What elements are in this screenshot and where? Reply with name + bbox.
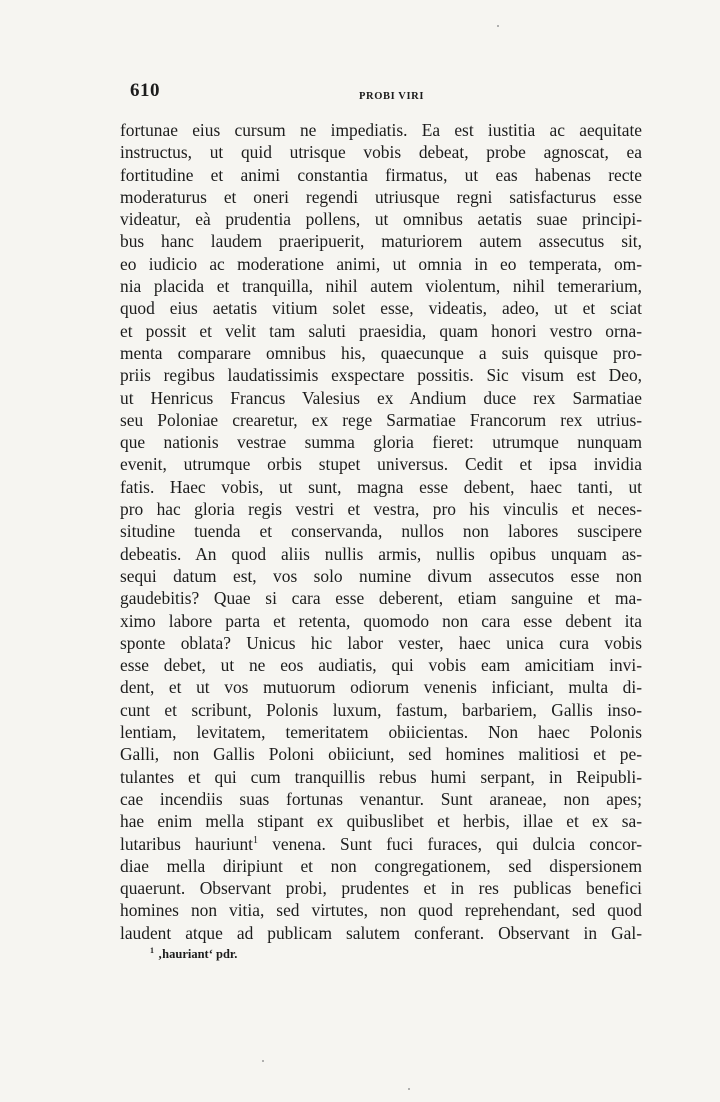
text-line: dent, et ut vos mutuorum odiorum venenis inficiant, multa di- [120,677,642,698]
paper-speck [262,1060,264,1062]
paper-speck [408,1088,410,1090]
footnote-marker: 1 [150,946,154,955]
text-line: priis regibus laudatissimis exspectare possitis. Sic visum est Deo, [120,365,642,386]
text-line: lentiam, levitatem, temeritatem obiicientas. Non haec Polonis [120,722,642,743]
text-line: diae mella diripiunt et non congregationem, sed dispersionem [120,855,642,876]
text-line: debeatis. An quod aliis nullis armis, nullis opibus unquam as- [120,543,642,564]
text-line: Galli, non Gallis Poloni obiiciunt, sed homines malitiosi et pe- [120,744,642,765]
text-line: ximo labore parta et retenta, quomodo non cara esse debent ita [120,610,642,631]
text-line: videatur, eà prudentia pollens, ut omnibus aetatis suae principi- [120,209,642,230]
body-text [120,119,642,944]
text-line: homines non vitia, sed virtutes, non quod reprehendant, sed quod [120,900,642,921]
text-line: pro hac gloria regis vestri et vestra, pro his vinculis et neces- [120,499,642,520]
text-line: quaerunt. Observant probi, prudentes et in res publicas benefici [120,878,642,899]
footnote-reference: 1 [253,834,259,846]
text-line: gaudebitis? Quae si cara esse deberent, etiam sanguine et ma- [120,588,642,609]
text-line: ut Henricus Francus Valesius ex Andium duce rex Sarmatiae [120,387,642,408]
text-line: sponte oblata? Unicus hic labor vester, haec unica cura vobis [120,632,642,653]
text-line: bus hanc laudem praeripuerit, maturiorem autem assecutus sit, [120,231,642,252]
text-line: esse debet, ut ne eos audiatis, qui vobis eam amicitiam invi- [120,655,642,676]
text-line: fatis. Haec vobis, ut sunt, magna esse debent, haec tanti, ut [120,476,642,497]
page-number: 610 [130,80,160,101]
text-line: cae incendiis suas fortunas venantur. Sunt araneae, non apes; [120,788,642,809]
text-line: sequi datum est, vos solo numine divum assecutos esse non [120,565,642,586]
text-line: tulantes et qui cum tranquillis rebus humi serpant, in Reipubli- [120,766,642,787]
text-line: fortunae eius cursum ne impediatis. Ea est iustitia ac aequitate [120,120,642,140]
footnote-text: ‚hauriant‘ pdr. [158,947,238,961]
text-segment: lutaribus hauriunt [120,833,254,854]
text-line: que nationis vestrae summa gloria fieret: utrumque nunquam [120,432,642,453]
text-line: fortitudine et animi constantia firmatus, ut eas habenas recte [120,164,642,185]
text-line: eo iudicio ac moderatione animi, ut omnia in eo temperata, om- [120,253,642,274]
text-line: quod eius aetatis vitium solet esse, videatis, adeo, ut et sciat [120,298,642,319]
text-line: moderaturus et oneri regendi utriusque regni satisfacturus esse [120,186,642,207]
text-line: seu Poloniae crearetur, ex rege Sarmatiae Francorum rex utrius- [120,409,642,430]
text-line: instructus, ut quid utrisque vobis debeat, probe agnoscat, ea [120,142,642,163]
text-line: cunt et scribunt, Polonis luxum, fastum, barbariem, Gallis inso- [120,699,642,720]
text-line: situdine tuenda et conservanda, nullos non labores suscipere [120,521,642,542]
text-segment: venena. Sunt fuci furaces, qui dulcia concor- [258,833,642,854]
text-line: menta comparare omnibus his, quaecunque a suis quisque pro- [120,342,642,363]
paper-speck [497,25,499,27]
text-line: hae enim mella stipant ex quibuslibet et herbis, illae et ex sa- [120,811,642,832]
text-line: et possit et velit tam saluti praesidia, quam honori vestro orna- [120,320,642,341]
footnote [150,947,237,962]
text-line: evenit, utrumque orbis stupet universus. Cedit et ipsa invidia [120,454,642,475]
text-line: nia placida et tranquilla, nihil autem violentum, nihil temerarium, [120,276,642,297]
text-line: laudent atque ad publicam salutem conferant. Observant in Gal- [120,922,642,943]
running-title: PROBI VIRI [359,91,425,102]
text-line-with-footnote [120,833,642,855]
